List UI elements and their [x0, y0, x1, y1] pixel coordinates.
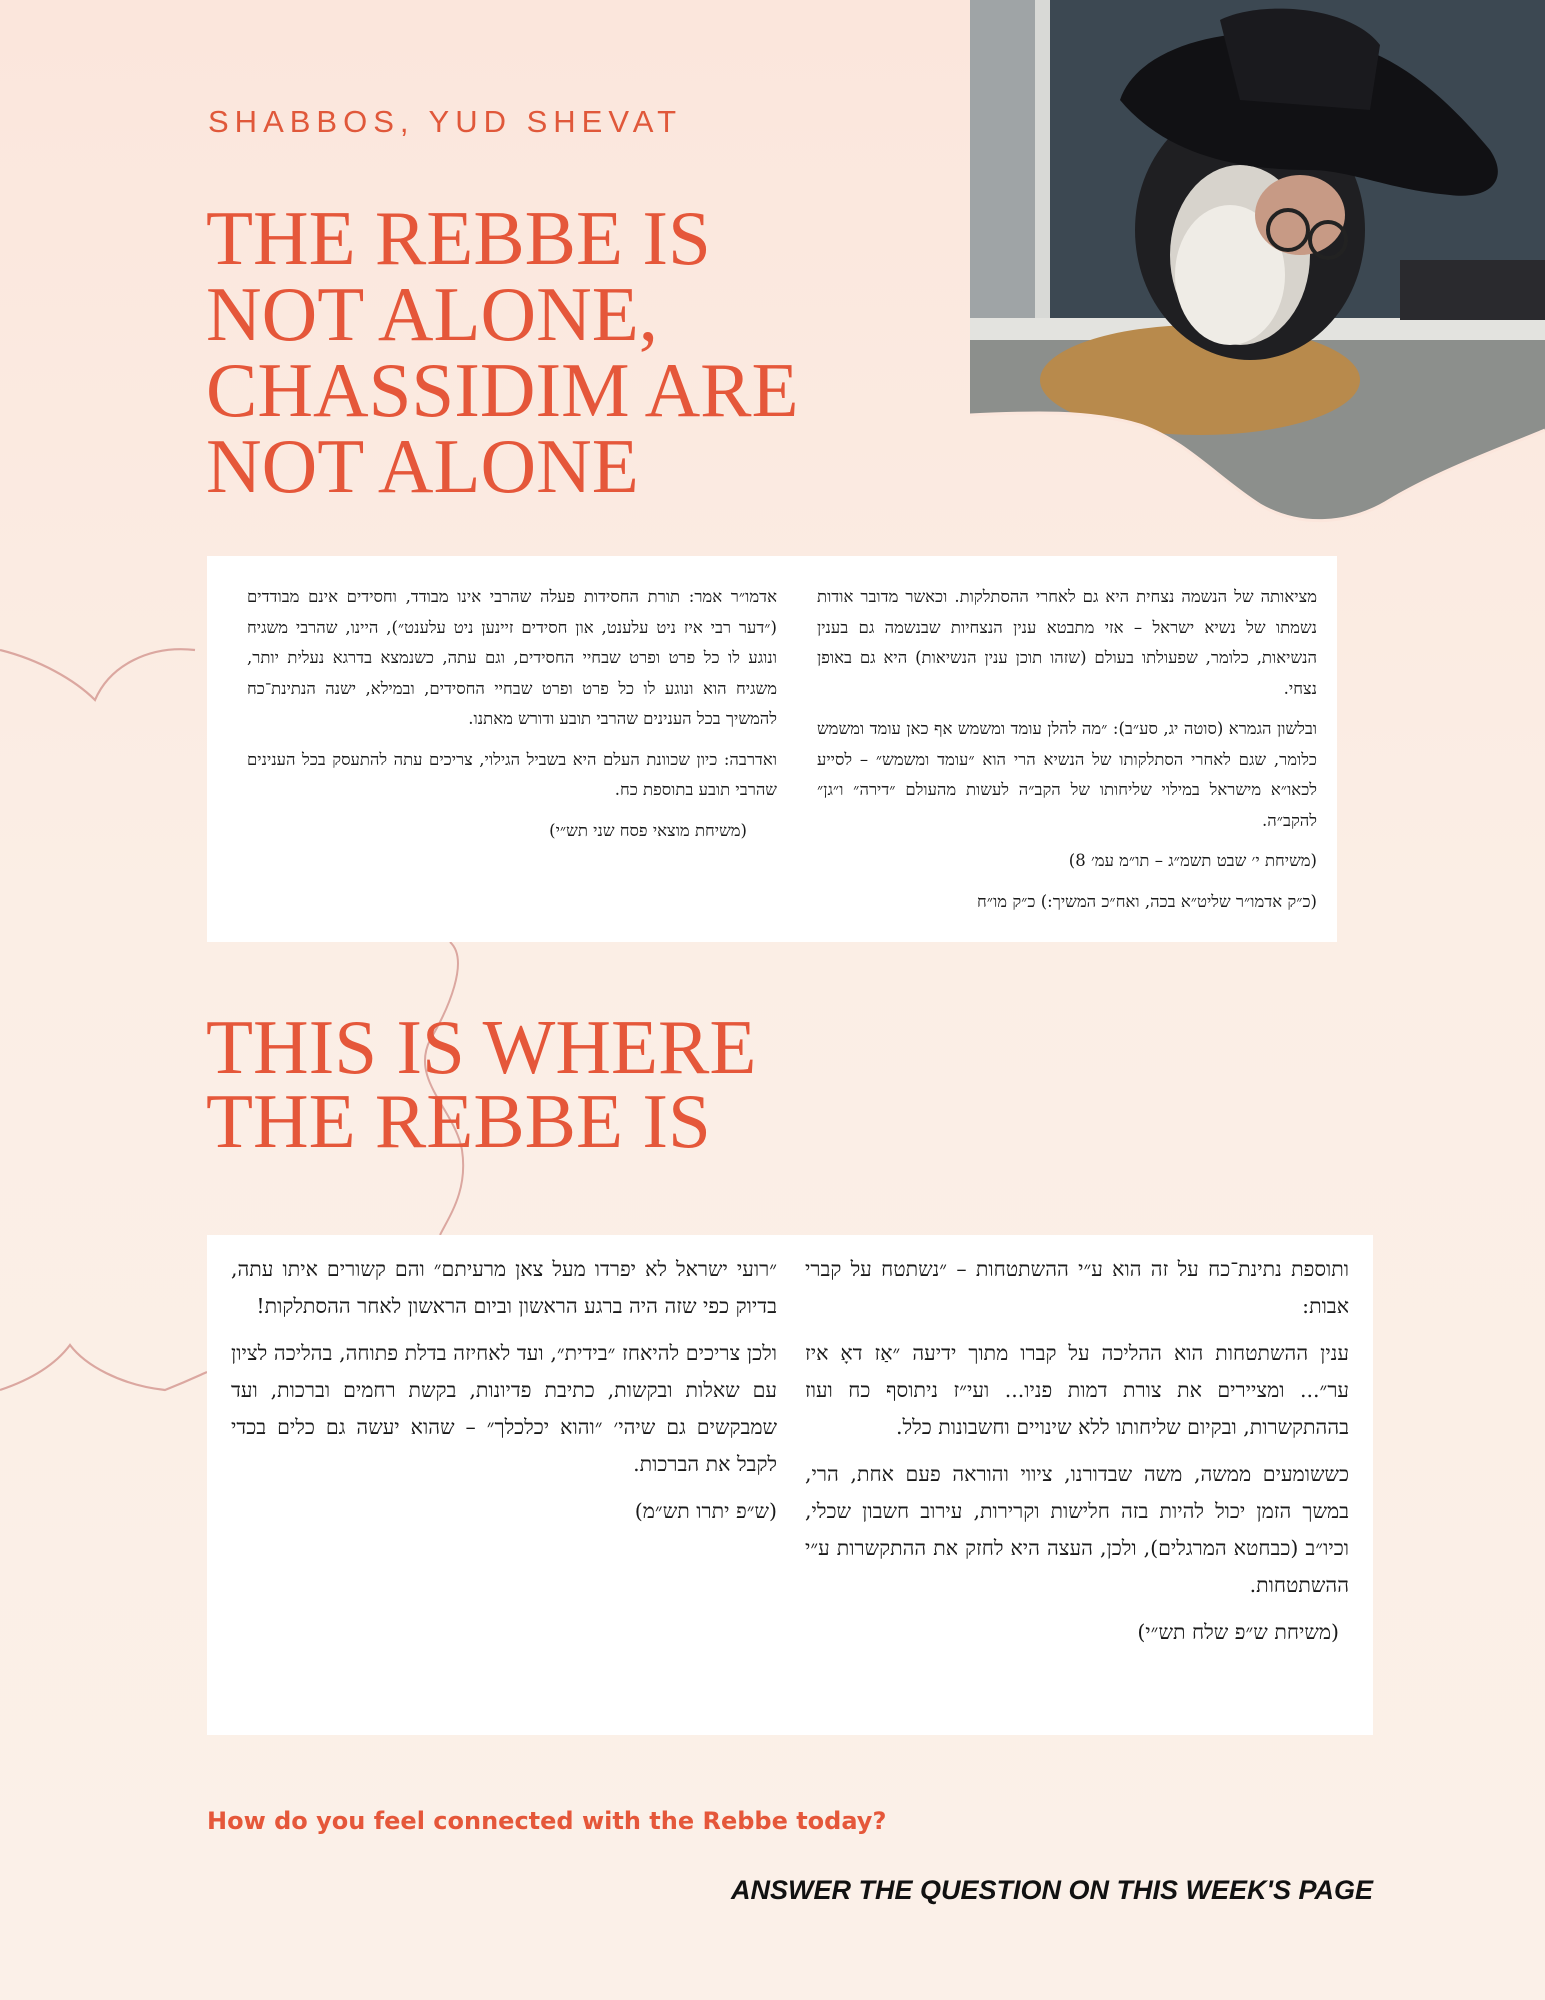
dateline: SHABBOS, YUD SHEVAT — [208, 104, 683, 139]
paragraph: ותוספת נתינת־כח על זה הוא ע״י ההשתטחות – ״נשתטח על קברי אבות: — [805, 1257, 1349, 1318]
rebbe-photo — [970, 0, 1545, 525]
text-box-2 — [207, 1235, 1373, 1735]
text-column-left — [247, 582, 777, 856]
source-citation: (משיחת מוצאי פסח שני תש״י) — [549, 820, 747, 840]
text-column-left — [231, 1251, 777, 1540]
source-citation: (משיחת ש״פ שלח תש״י) — [1137, 1620, 1339, 1644]
paragraph: ענין ההשתטחות הוא ההליכה על קברו מתוך ידיעה ״אַז דאָ איז ער״... ומציירים את צורת דמות פניו... ועי״ז ניתוסף כח ועוז בההתקשרות, ובקיום שליחותו ללא שינויים וחשבונות כלל. — [805, 1341, 1349, 1439]
answer-prompt: ANSWER THE QUESTION ON THIS WEEK'S PAGE — [731, 1875, 1373, 1905]
paragraph: מציאותה של הנשמה נצחית היא גם לאחרי ההסתלקות. וכאשר מדובר אודות נשמתו של נשיא ישראל – אזי מתבטא ענין הנצחיות שבנשמה גם בענין הנשיאות, כלומר, שפעולתו בעולם (שזהו תוכן ענין הנשיאות) היא גם באופן נצחי. — [817, 587, 1317, 698]
section-title: THIS IS WHERE THE REBBE IS — [206, 1004, 757, 1164]
text-box-1 — [207, 556, 1337, 942]
source-citation: (משיחת י׳ שבט תשמ״ג – תו״מ עמ׳ 8) — [1068, 851, 1317, 870]
page-title: THE REBBE IS NOT ALONE, CHASSIDIM ARE NOT ALONE — [206, 195, 799, 509]
text-column-right — [817, 582, 1317, 927]
paragraph: ולכן צריכים להיאחז ״בידית״, ועד לאחיזה בדלת פתוחה, בהליכה לציון עם שאלות ובקשות, כתיבת פדיונות, בקשת רחמים וברכות, ועד שמבקשים גם שיהי׳ ״והוא יכלכלך״ – שהוא יעשה גם כלים בכדי לקבל את הברכות. — [231, 1341, 777, 1476]
paragraph: ״רועי ישראל לא יפרדו מעל צאן מרעיתם״ והם קשורים איתו עתה, בדיוק כפי שזה היה ברגע הראשון וביום הראשון לאחר ההסתלקות! — [231, 1257, 777, 1318]
reflection-question: How do you feel connected with the Rebbe today? — [207, 1807, 887, 1835]
paragraph: (כ״ק אדמו״ר שליט״א בכה, ואח״כ המשיך:) כ״ק מו״ח — [977, 891, 1317, 911]
text-column-right — [805, 1251, 1349, 1661]
paragraph: כששומעים ממשה, משה שבדורנו, ציווי והוראה פעם אחת, הרי, במשך הזמן יכול להיות בזה חלישות וקרירות, עירוב חשבון שכלי, וכיו״ב (כבחטא המרגלים), ולכן, העצה היא לחזק את ההתקשרות ע״י ההשתטחות. — [805, 1462, 1349, 1597]
source-citation: (ש״פ יתרו תש״מ) — [634, 1499, 777, 1523]
paragraph: אדמו״ר אמר: תורת החסידות פעלה שהרבי אינו מבודד, וחסידים אינם מבודדים (״דער רבי איז ניט עלענט, און חסידים זיינען ניט עלענט״), היינו, שהרבי משגיח ונוגע לו כל פרט ופרט שבחיי החסידים, וגם עתה, כשנמצא בדרגא נעלית יותר, משגיח הוא ונוגע לו כל פרט ופרט שבחיי החסידים, ובמילא, ישנה הנתינת־כח להמשיך בכל הענינים שהרבי תובע ודורש מאתנו. — [247, 587, 777, 728]
paragraph: ובלשון הגמרא (סוטה יג, סע״ב): ״מה להלן עומד ומשמש אף כאן עומד ומשמש כלומר, שגם לאחרי הסתלקותו של הנשיא הרי הוא ״עומד ומשמש״ – לסייע לכאו״א מישראל במילוי שליחותו של הקב״ה לעשות מהעולם ״דירה״ ו״גן״ להקב״ה. — [817, 719, 1317, 830]
paragraph: ואדרבה: כיון שכוונת העלם היא בשביל הגילוי, צריכים עתה להתעסק בכל הענינים שהרבי תובע בתוספת כח. — [247, 749, 777, 799]
